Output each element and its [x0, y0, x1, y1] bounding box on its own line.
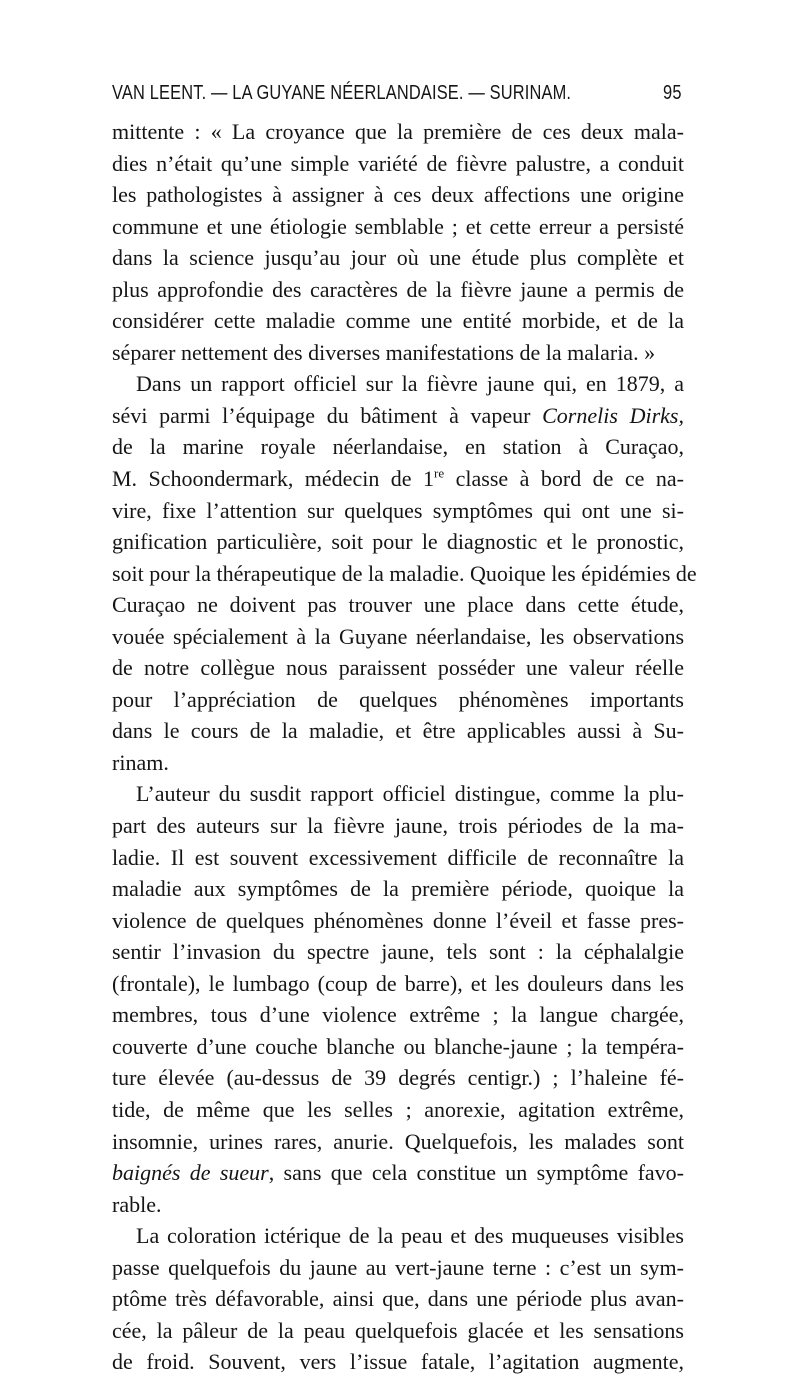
text-line: vire, fixe l’attention sur quelques symptômes qui ont une si-	[112, 497, 684, 523]
text-line: Curaçao ne doivent pas trouver une place dans cette étude,	[112, 592, 684, 618]
text-line: (frontale), le lumbago (coup de barre), et les douleurs dans les	[112, 970, 684, 996]
text-line: passe quelquefois du jaune au vert-jaune terne : c’est un sym-	[112, 1254, 684, 1280]
text-line: pour l’appréciation de quelques phénomènes importants	[112, 686, 684, 712]
text-line: tide, de même que les selles ; anorexie, agitation extrême,	[112, 1096, 684, 1122]
italic-text: Cornelis Dirks,	[542, 402, 684, 428]
text-segment: M. Schoondermark, médecin de 1	[112, 466, 435, 492]
text-line: vouée spécialement à la Guyane néerlandaise, les observations	[112, 623, 684, 649]
text-line: dans la science jusqu’au jour où une étude plus complète et	[112, 245, 684, 271]
text-line: de la marine royale néerlandaise, en station à Curaçao,	[112, 434, 684, 460]
text-line: cée, la pâleur de la peau quelquefois glacée et les sensations	[112, 1317, 684, 1343]
text-line: part des auteurs sur la fièvre jaune, trois périodes de la ma-	[112, 813, 684, 839]
text-line: La coloration ictérique de la peau et des muqueuses visibles	[136, 1223, 684, 1249]
text-line: séparer nettement des diverses manifestations de la malaria. »	[112, 339, 656, 365]
text-line: ture élevée (au-dessus de 39 degrés centigr.) ; l’haleine fé-	[112, 1065, 684, 1091]
text-segment: sévi parmi l’équipage du bâtiment à vapeur	[112, 402, 543, 428]
superscript: re	[434, 465, 445, 481]
text-line: membres, tous d’une violence extrême ; la langue chargée,	[112, 1002, 684, 1028]
text-line: insomnie, urines rares, anurie. Quelquefois, les malades sont	[112, 1128, 684, 1154]
text-line: ptôme très défavorable, ainsi que, dans une période plus avan-	[112, 1286, 684, 1312]
text-line: commune et une étiologie semblable ; et cette erreur a persisté	[112, 213, 684, 239]
page-header	[112, 82, 682, 116]
text-line	[112, 400, 684, 432]
text-line: dies n’était qu’une simple variété de fièvre palustre, a conduit	[112, 150, 684, 176]
text-line: de notre collègue nous paraissent posséder une valeur réelle	[112, 655, 684, 681]
text-line: soit pour la thérapeutique de la maladie. Quoique les épidémies de	[112, 560, 697, 586]
text-line: mittente : « La croyance que la première de ces deux mala-	[112, 119, 684, 144]
text-line: maladie aux symptômes de la première période, quoique la	[112, 876, 684, 902]
running-head: VAN LEENT. — LA GUYANE NÉERLANDAISE. — SURINAM.	[112, 82, 572, 104]
text-line: dans le cours de la maladie, et être applicables aussi à Su-	[112, 718, 684, 744]
text-line: rinam.	[112, 749, 169, 775]
text-line: violence de quelques phénomènes donne l’éveil et fasse pres-	[112, 907, 684, 933]
text-line: Dans un rapport officiel sur la fièvre jaune qui, en 1879, a	[136, 371, 684, 397]
text-line: ladie. Il est souvent excessivement difficile de reconnaître la	[112, 844, 684, 870]
text-line: les pathologistes à assigner à ces deux affections une origine	[112, 182, 684, 208]
text-segment: classe à bord de ce na-	[444, 466, 685, 492]
page-number: 95	[663, 82, 682, 104]
text-line	[112, 463, 684, 495]
text-line: rable.	[112, 1191, 162, 1217]
italic-text: baignés de sueur	[112, 1160, 269, 1186]
body-text	[112, 116, 697, 1378]
text-line: considérer cette maladie comme une entité morbide, et de la	[112, 308, 684, 334]
text-segment: , sans que cela constitue un symptôme favo-	[268, 1160, 685, 1186]
text-line: de froid. Souvent, vers l’issue fatale, l’agitation augmente,	[112, 1349, 684, 1375]
text-line: L’auteur du susdit rapport officiel distingue, comme la plu-	[136, 781, 684, 807]
text-line: sentir l’invasion du spectre jaune, tels sont : la céphalalgie	[112, 939, 684, 965]
text-line: plus approfondie des caractères de la fièvre jaune a permis de	[112, 276, 684, 302]
text-line	[112, 1157, 684, 1189]
text-line: gnification particulière, soit pour le diagnostic et le pronostic,	[112, 529, 684, 555]
text-line: couverte d’une couche blanche ou blanche-jaune ; la tempéra-	[112, 1033, 684, 1059]
